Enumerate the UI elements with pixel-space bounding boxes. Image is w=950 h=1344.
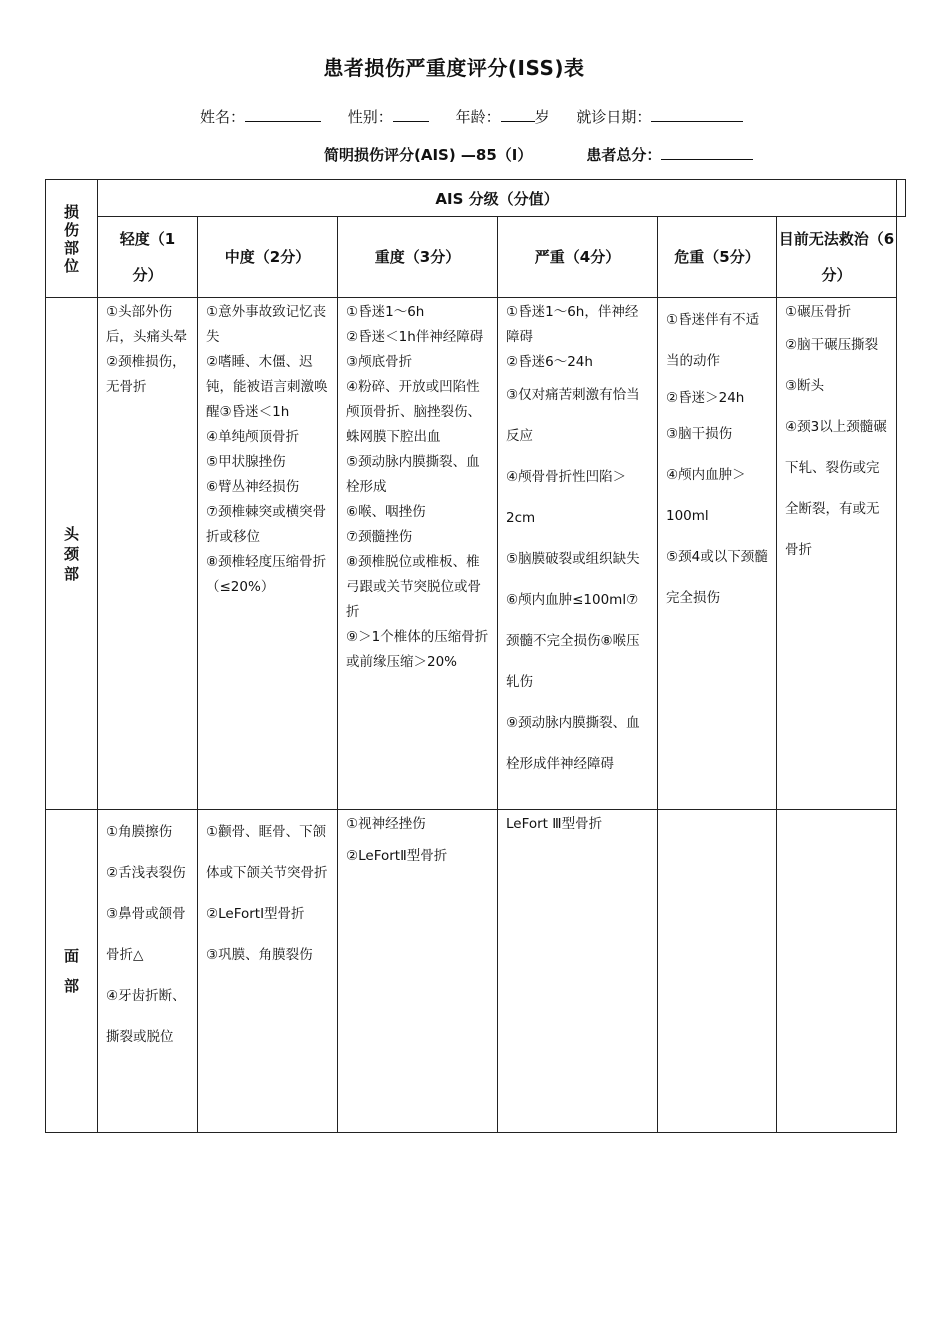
document-title: 患者损伤严重度评分(ISS)表 (323, 56, 585, 80)
cell-face-unsurvivable (777, 810, 897, 1133)
header-border-extension (896, 179, 906, 217)
cell-face-critical (658, 810, 777, 1133)
table-row-face (46, 810, 897, 1133)
age-blank[interactable] (501, 107, 535, 122)
region-head-neck: 头颈部 (46, 298, 98, 810)
ais-caption: 简明损伤评分(AIS) —85（Ⅰ） (324, 146, 533, 164)
region-face: 面部 (46, 810, 98, 1133)
grade-moderate: 中度（2分） (198, 217, 338, 298)
name-label: 姓名： (200, 108, 246, 126)
cell-head-moderate: ①意外事故致记忆丧失 ②嗜睡、木僵、迟钝，能被语言刺激唤醒③昏迷＜1h ④单纯颅顶骨折 ⑤甲状腺挫伤 ⑥臂丛神经损伤 ⑦颈椎棘突或横突骨折或移位 ⑧颈椎轻度压缩骨折（≤20%） (198, 298, 338, 810)
table-row-head-neck (46, 298, 897, 810)
ais-caption-line (324, 144, 753, 165)
cell-head-serious: ①昏迷1～6h ②昏迷＜1h伴神经障碍 ③颅底骨折 ④粉碎、开放或凹陷性颅顶骨折、脑挫裂伤、蛛网膜下腔出血 ⑤颈动脉内膜撕裂、血栓形成 ⑥喉、咽挫伤 ⑦颈髓挫伤 ⑧颈椎脱位或椎板、椎弓跟或关节突脱位或骨折 ⑨＞1个椎体的压缩骨折或前缘压缩＞20% (338, 298, 498, 810)
ais-grade-header: AIS 分级（分值） (98, 180, 897, 217)
grade-unsurvivable: 目前无法救治（6分） (777, 217, 897, 298)
grade-serious: 重度（3分） (338, 217, 498, 298)
iss-table (45, 179, 897, 1133)
cell-head-mild: ①头部外伤后，头痛头晕 ②颈椎损伤，无骨折 (98, 298, 198, 810)
name-blank[interactable] (245, 107, 321, 122)
age-unit: 岁 (534, 108, 550, 126)
cell-face-mild: ①角膜擦伤 ②舌浅表裂伤 ③鼻骨或颌骨骨折△ ④牙齿折断、撕裂或脱位 (98, 810, 198, 1133)
visit-date-blank[interactable] (651, 107, 743, 122)
gender-blank[interactable] (393, 107, 429, 122)
total-score-blank[interactable] (661, 145, 753, 160)
patient-info-line (200, 106, 743, 127)
grade-severe: 严重（4分） (498, 217, 658, 298)
cell-head-severe: ①昏迷1～6h，伴神经障碍 ②昏迷6～24h ③仅对痛苦刺激有恰当反应 ④颅骨骨折性凹陷＞2cm ⑤脑膜破裂或组织缺失 ⑥颅内血肿≤100ml⑦颈髓不完全损伤⑧喉压轧伤 ⑨颈动脉内膜撕裂、血栓形成伴神经障碍 (498, 298, 658, 810)
grade-mild: 轻度（1分） (98, 217, 198, 298)
age-label: 年龄： (455, 108, 501, 126)
grade-critical: 危重（5分） (658, 217, 777, 298)
cell-face-severe: LeFort Ⅲ型骨折 (498, 810, 658, 1133)
total-score-label: 患者总分： (586, 146, 662, 164)
region-header: 损伤部位 (46, 180, 98, 298)
cell-face-moderate: ①颧骨、眶骨、下颌体或下颌关节突骨折 ②LeFortⅠ型骨折 ③巩膜、角膜裂伤 (198, 810, 338, 1133)
cell-head-unsurvivable: ①碾压骨折 ②脑干碾压撕裂③断头 ④颈3以上颈髓碾下轧、裂伤或完全断裂，有或无骨折 (777, 298, 897, 810)
cell-head-critical: ①昏迷伴有不适当的动作 ②昏迷＞24h ③脑干损伤 ④颅内血肿＞100ml ⑤颈4或以下颈髓完全损伤 (658, 298, 777, 810)
visit-date-label: 就诊日期： (576, 108, 652, 126)
cell-face-serious: ①视神经挫伤 ②LeFortⅡ型骨折 (338, 810, 498, 1133)
gender-label: 性别： (347, 108, 393, 126)
